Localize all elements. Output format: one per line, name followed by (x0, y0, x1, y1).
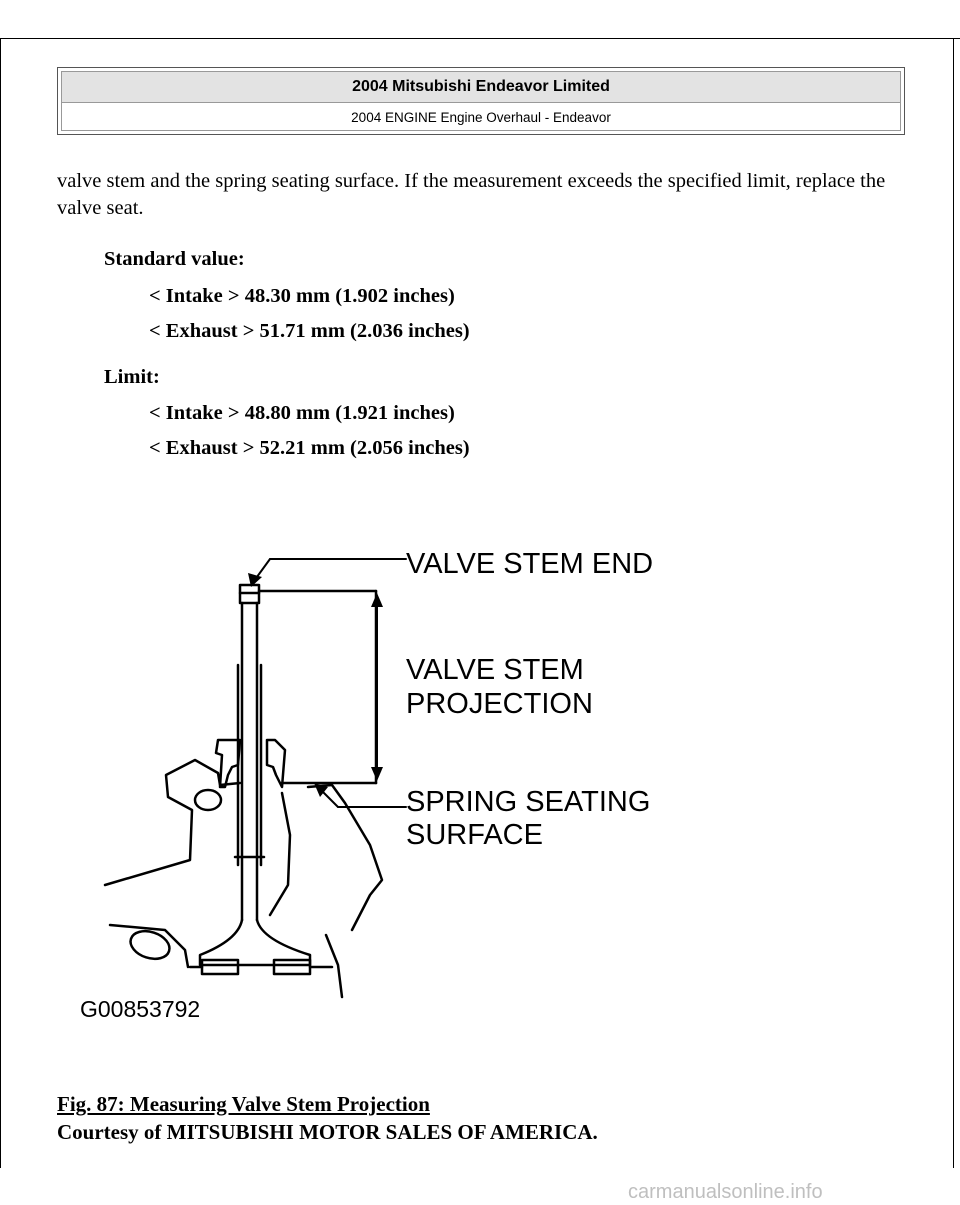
watermark: carmanualsonline.info (628, 1181, 823, 1203)
intro-paragraph: valve stem and the spring seating surface. If the measurement exceeds the specified limit, replace the valve seat. (57, 170, 886, 219)
standard-intake-value: < Intake > 48.30 mm (1.902 inches) (149, 285, 455, 307)
valve-stem (242, 603, 257, 920)
limit-exhaust-value: < Exhaust > 52.21 mm (2.056 inches) (149, 437, 470, 459)
standard-value-label: Standard value: (104, 248, 245, 270)
label-valve-stem-end: VALVE STEM END (406, 548, 654, 580)
valve-seat-left (202, 960, 238, 974)
header-subtitle: 2004 ENGINE Engine Overhaul - Endeavor (351, 110, 611, 125)
valve-stem-diagram (70, 535, 720, 1025)
limit-intake-value: < Intake > 48.80 mm (1.921 inches) (149, 402, 455, 424)
port-wall (270, 793, 290, 915)
dimension-arrow-bottom (371, 767, 383, 781)
label-spring-seating: SPRING SEATING (406, 786, 651, 818)
dimension-arrow-top (371, 593, 383, 607)
port-oval-1 (195, 790, 221, 810)
valve-head (200, 920, 310, 965)
valve-seat-right (274, 960, 310, 974)
standard-exhaust-value: < Exhaust > 51.71 mm (2.036 inches) (149, 320, 470, 342)
label-surface: SURFACE (406, 819, 543, 851)
label-projection: PROJECTION (406, 688, 593, 720)
header-inner (61, 71, 901, 131)
page-border-left (0, 38, 1, 1168)
spring-seat (216, 740, 240, 787)
courtesy-line: Courtesy of MITSUBISHI MOTOR SALES OF AMERICA. (57, 1120, 598, 1144)
figure-code: G00853792 (80, 996, 201, 1022)
page-border-top (0, 38, 960, 39)
header-title: 2004 Mitsubishi Endeavor Limited (62, 72, 900, 103)
figure-caption-link[interactable]: Fig. 87: Measuring Valve Stem Projection (57, 1092, 430, 1116)
label-valve-stem: VALVE STEM (406, 654, 584, 686)
limit-label: Limit: (104, 366, 160, 388)
document-header (57, 67, 905, 135)
spring-seat-right (267, 740, 285, 787)
page-border-right (953, 38, 954, 1168)
